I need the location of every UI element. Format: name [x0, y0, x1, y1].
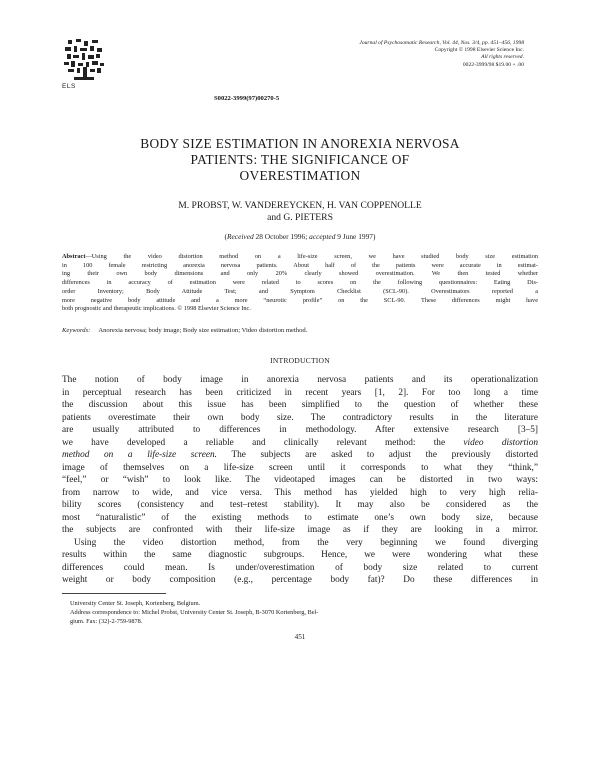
body-line: weight or body composition (e.g., percentage body fat)? Do these differences in	[62, 575, 538, 585]
footnote-affiliation: University Center St. Joseph, Kortenberg, Belgium.	[70, 600, 201, 607]
body-line: Using the video distortion method, from the very beginning we found diverging	[74, 537, 538, 548]
journal-rights: All rights reserved.	[481, 54, 524, 61]
journal-citation: Journal of Psychosomatic Research, Vol. 44, Nos. 3/4, pp. 451–456, 1998	[359, 40, 524, 46]
accepted-label: accepted	[309, 232, 336, 241]
body-line: image of themselves on a life-size screen until it corresponds to what they “think,”	[62, 462, 538, 473]
publisher-logo-text: ELS	[62, 83, 76, 90]
title-line: PATIENTS: THE SIGNIFICANCE OF	[190, 152, 410, 167]
abstract	[62, 253, 538, 314]
elsevier-logo	[62, 37, 106, 83]
body-line: the subjects are confronted with their life-size image as if they are looking in a mirror.	[62, 525, 538, 535]
body-line: The notion of body image in anorexia nervosa patients and its operationalization	[62, 375, 538, 385]
abstract-line	[62, 253, 538, 262]
received-date: 28 October 1996;	[255, 232, 308, 241]
author-line: M. PROBST, W. VANDEREYCKEN, H. VAN COPPENOLLE	[178, 200, 422, 211]
body-line: we have developed a reliable and clinically relevant method: the video distortion	[62, 437, 538, 448]
abstract-line: more negative body attitude and a more “neurotic profile” on the SCL-90. These differences might have	[62, 296, 538, 304]
author-line: and G. PIETERS	[267, 212, 333, 223]
received-close: )	[372, 232, 376, 241]
body-line: method on a life-size screen. The subjects are asked to adjust the previously distorted	[62, 450, 538, 460]
keywords-text: Anorexia nervosa; body image; Body size estimation; Video distortion method.	[98, 327, 308, 334]
abstract-line: both prognostic and therapeutic implications. © 1998 Elsevier Science Inc.	[62, 305, 251, 313]
footnote-correspondence: Address correspondence to: Michel Probst, University Center St. Joseph, B-3070 Kortenberg, Bel-	[70, 609, 319, 616]
body-line: differences could mean. Is under/overestimation of body size related to current	[62, 562, 538, 573]
body-line: the discussion about this issue has been simplified to the question of whether these	[62, 400, 538, 410]
section-heading: INTRODUCTION	[270, 356, 330, 365]
journal-citation-block	[359, 40, 524, 69]
footnotes	[62, 599, 538, 626]
abstract-line: order Inventory; Body Attitude Test; and Symptom Checklist (SCL-90). Overestimators reported a	[62, 287, 538, 295]
received-dates	[62, 232, 538, 241]
abstract-line: in 100 female restricting anorexia nervosa patients. About half of the patients were accurate in estimat-	[62, 261, 538, 269]
title-line: OVERESTIMATION	[239, 168, 361, 183]
body-line: most “naturalistic” of the existing methods to estimate one’s own body size, because	[62, 512, 538, 523]
body-line: results within the same diagnostic subgroups. Hence, we were wondering what these	[62, 550, 538, 560]
abstract-line: differences in accuracy of estimation were related to scores on the following questionnaires: Eating Dis-	[62, 279, 538, 287]
keywords	[62, 327, 307, 334]
abstract-line: ing their own body dimensions and only 20% clearly showed overestimation. We then tested whether	[62, 270, 538, 278]
body-text	[62, 374, 538, 587]
elsevier-tree-icon	[62, 37, 106, 83]
abstract-label: Abstract	[62, 253, 86, 260]
body-line: are usually attributed to differences in methodology. After extensive research [3–5]	[62, 425, 538, 435]
journal-issn: 0022-3999/98 $19.00 + .00	[462, 61, 524, 68]
title-line: BODY SIZE ESTIMATION IN ANOREXIA NERVOSA	[140, 136, 460, 151]
footnote-rule	[62, 593, 166, 594]
accepted-date: 9 June 1997	[337, 232, 373, 241]
pii-identifier: S0022-3999(97)00270-5	[214, 95, 280, 102]
body-line: from narrow to wide, and vice versa. This method has yielded high to very high relia-	[62, 487, 538, 498]
paper-title	[62, 136, 538, 184]
body-line: patients overestimate their own body size. The contradictory results in the literature	[62, 412, 538, 423]
received-label: Received	[227, 232, 254, 241]
body-line: bility scores (consistency and test–retest stability). It may also be considered as the	[62, 500, 538, 510]
abstract-text: —Using the video distortion method on a life-size screen, we have studied body size estimation	[85, 253, 538, 260]
page-number: 451	[294, 633, 306, 641]
body-line: in perceptual research has been criticized in recent years [1, 2]. For too long a time	[62, 387, 538, 398]
footnote-correspondence-cont: gium. Fax: (32)-2-759-9878.	[70, 618, 143, 625]
author-list	[62, 200, 538, 224]
keywords-label: Keywords:	[62, 327, 91, 334]
body-line: “feel,” or “wish” to look like. The videotaped images can be distorted in two ways:	[62, 475, 538, 485]
journal-copyright: Copyright © 1998 Elsevier Science Inc.	[434, 47, 524, 54]
received-open: (	[224, 232, 227, 241]
